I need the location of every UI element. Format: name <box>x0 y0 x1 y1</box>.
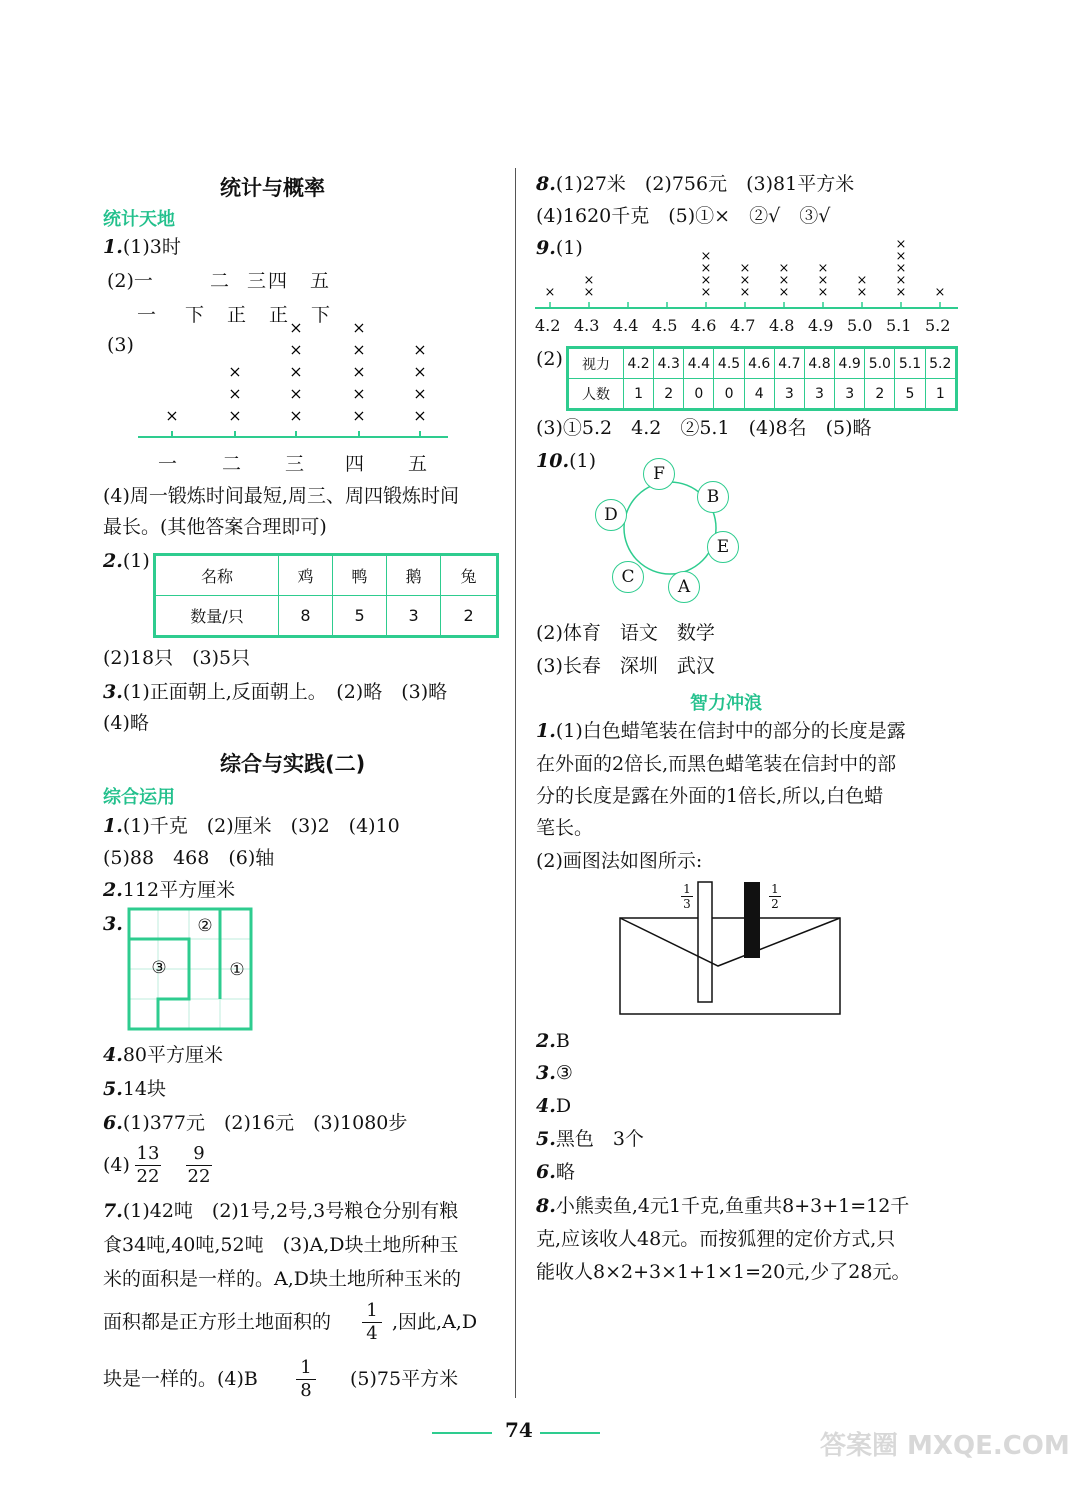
vision-x-mark: × <box>895 273 907 288</box>
p2-q7-line5-pre: 块是一样的。(4)B <box>103 1368 258 1390</box>
r-p1-line1: 1.(1)白色蜡笔装在信封中的部分的长度是露 <box>536 720 906 742</box>
table-header: 4.3 <box>654 348 684 379</box>
vision-x-mark: × <box>700 249 712 264</box>
table-cell: 8 <box>279 596 333 637</box>
vision-x-mark: × <box>895 261 907 276</box>
vision-x-mark: × <box>895 249 907 264</box>
seat-circle: F <box>643 458 675 490</box>
vision-x-mark: × <box>856 285 868 300</box>
vision-x-mark: × <box>778 285 790 300</box>
axis-label-1: 一 <box>158 453 178 475</box>
vision-axis-label: 4.9 <box>808 316 834 335</box>
vision-x-mark: × <box>895 285 907 300</box>
fraction-13-22: 13 22 <box>136 1143 160 1187</box>
table-header: 5.0 <box>865 348 895 379</box>
table-cell: 0 <box>684 379 714 410</box>
p2-q6-part4-label: (4) <box>103 1154 130 1176</box>
grid-label-1: ① <box>229 960 245 980</box>
table-cell: 3 <box>804 379 834 410</box>
plot-x-mark: × <box>289 362 303 381</box>
fraction-1-8: 1 8 <box>296 1359 316 1400</box>
page-number: 74 <box>505 1418 533 1442</box>
section-title-statistics: 统计与概率 <box>220 176 325 200</box>
table-header: 兔 <box>441 555 498 596</box>
fraction-1-2: 1 2 <box>769 883 781 910</box>
q1-tally-2: 下 <box>185 304 205 326</box>
vision-axis-label: 5.0 <box>847 316 873 335</box>
q1-tally-5: 下 <box>311 304 331 326</box>
r-q10-label: 10.(1) <box>536 450 596 472</box>
fraction-9-22: 9 22 <box>187 1143 211 1187</box>
table-header: 名称 <box>155 555 279 596</box>
plot-x-mark: × <box>289 384 303 403</box>
plot-x-mark: × <box>289 318 303 337</box>
vision-x-mark: × <box>817 261 829 276</box>
plot-x-mark: × <box>413 340 427 359</box>
table-cell: 3 <box>774 379 804 410</box>
plot-x-mark: × <box>413 406 427 425</box>
vision-x-mark: × <box>700 273 712 288</box>
r-p1-line5: (2)画图法如图所示: <box>536 850 703 872</box>
r-p6: 6.略 <box>536 1161 575 1183</box>
vision-x-mark: × <box>856 273 868 288</box>
seat-circle: E <box>707 531 739 563</box>
r-p3: 3.③ <box>536 1062 573 1084</box>
vision-x-mark: × <box>739 273 751 288</box>
table-header: 4.2 <box>624 348 654 379</box>
subsection-practice: 综合运用 <box>103 787 175 808</box>
q2-label: 2.(1) <box>103 550 150 572</box>
axis-label-2: 二 <box>222 453 242 475</box>
plot-x-mark: × <box>228 384 242 403</box>
vision-axis-label: 4.2 <box>535 316 561 335</box>
plot-x-mark: × <box>413 384 427 403</box>
table-header: 4.4 <box>684 348 714 379</box>
plot-x-mark: × <box>413 362 427 381</box>
plot-x-mark: × <box>352 340 366 359</box>
vision-x-mark: × <box>934 285 946 300</box>
r-q9-label: 9.(1) <box>536 237 583 259</box>
table-cell: 2 <box>654 379 684 410</box>
vision-x-mark: × <box>778 273 790 288</box>
footer-ornament-right <box>540 1432 600 1434</box>
table-header: 5.2 <box>925 348 956 379</box>
white-crayon <box>698 882 712 1002</box>
plot-x-mark: × <box>352 318 366 337</box>
vision-x-mark: × <box>778 261 790 276</box>
fraction-1-4: 1 4 <box>362 1302 382 1343</box>
table-cell: 人数 <box>568 379 624 410</box>
envelope-figure <box>618 878 844 1018</box>
q1-day-2: 二 <box>210 270 230 292</box>
q1-part3-label: (3) <box>107 334 134 356</box>
table-header: 4.5 <box>714 348 744 379</box>
r-p4: 4.D <box>536 1095 572 1117</box>
grid-label-3: ③ <box>151 958 167 978</box>
p2-q7-line2: 食34吨,40吨,52吨 (3)A,D块土地所种玉 <box>103 1234 459 1256</box>
r-p8-line1: 8.小熊卖鱼,4元1千克,鱼重共8+3+1=12千 <box>536 1195 910 1217</box>
vision-axis-label: 4.5 <box>652 316 678 335</box>
q1-tally-1: 一 <box>137 304 157 326</box>
plot-x-mark: × <box>352 384 366 403</box>
r-p8-line2: 克,应该收人48元。而按狐狸的定价方式,只 <box>536 1228 896 1250</box>
p2-q5: 5.14块 <box>103 1078 167 1100</box>
fraction-1-3: 1 3 <box>681 883 693 910</box>
q3-line1: 3.(1)正面朝上,反面朝上。 (2)略 (3)略 <box>103 681 448 703</box>
vision-x-mark: × <box>817 273 829 288</box>
table-header: 4.6 <box>744 348 774 379</box>
q1-part4-line1: (4)周一锻炼时间最短,周三、周四锻炼时间 <box>103 485 459 507</box>
p2-q7-line1: 7.(1)42吨 (2)1号,2号,3号粮仓分别有粮 <box>103 1200 459 1222</box>
plot-x-mark: × <box>165 406 179 425</box>
q1-day-1: (2)一 <box>107 270 153 292</box>
p2-q7-line3: 米的面积是一样的。A,D块土地所种玉米的 <box>103 1268 461 1290</box>
table-header: 5.1 <box>895 348 925 379</box>
p2-q7-line4-pre: 面积都是正方形土地面积的 <box>103 1311 332 1333</box>
seat-circle: C <box>612 561 644 593</box>
r-p8-line3: 能收人8×2+3×1+1×1=20元,少了28元。 <box>536 1261 911 1283</box>
section-title-practice: 综合与实践(二) <box>220 752 366 776</box>
table-cell: 3 <box>387 596 441 637</box>
vision-x-mark: × <box>700 261 712 276</box>
plot-x-mark: × <box>228 406 242 425</box>
p2-q7-line4-post: ,因此,A,D <box>392 1311 478 1333</box>
plot-x-mark: × <box>289 406 303 425</box>
vision-x-mark: × <box>739 285 751 300</box>
q3-line2: (4)略 <box>103 712 149 734</box>
vision-x-mark: × <box>700 285 712 300</box>
r-p5: 5.黑色 3个 <box>536 1128 644 1150</box>
p2-q3-label: 3. <box>103 913 123 935</box>
vision-axis-label: 4.4 <box>613 316 639 335</box>
seat-circle: D <box>595 499 627 531</box>
seat-circle: A <box>668 571 700 603</box>
table-cell: 3 <box>835 379 865 410</box>
table-cell: 5 <box>333 596 387 637</box>
r-q8-line1: 8.(1)27米 (2)756元 (3)81平方米 <box>536 173 855 195</box>
vision-axis-label: 5.1 <box>886 316 912 335</box>
vision-x-mark: × <box>895 237 907 252</box>
vision-axis-label: 4.8 <box>769 316 795 335</box>
table-cell: 5 <box>895 379 925 410</box>
animal-count-table <box>153 553 499 638</box>
seat-circle: B <box>697 481 729 513</box>
vision-axis-label: 5.2 <box>925 316 951 335</box>
axis-label-5: 五 <box>408 453 428 475</box>
column-divider <box>515 168 516 1398</box>
r-q10-part3: (3)长春 深圳 武汉 <box>536 655 715 677</box>
vision-table <box>566 346 958 411</box>
p2-q1-line2: (5)88 468 (6)轴 <box>103 847 275 869</box>
vision-x-mark: × <box>583 273 595 288</box>
plot-marks <box>165 318 426 437</box>
table-header: 4.7 <box>774 348 804 379</box>
table-header: 鹅 <box>387 555 441 596</box>
r-q9-part2-label: (2) <box>536 348 563 370</box>
q1-day-4: 四 <box>268 270 288 292</box>
r-q10-part2: (2)体育 语文 数学 <box>536 622 715 644</box>
table-header: 4.8 <box>804 348 834 379</box>
r-q9-part3: (3)①5.2 4.2 ②5.1 (4)8名 (5)略 <box>536 417 872 439</box>
vision-x-mark: × <box>739 261 751 276</box>
table-cell: 2 <box>441 596 498 637</box>
grid-label-2: ② <box>197 916 213 936</box>
r-p1-line3: 分的长度是露在外面的1倍长,所以,白色蜡 <box>536 785 884 807</box>
plot-x-mark: × <box>228 362 242 381</box>
vision-x-mark: × <box>544 285 556 300</box>
r-q8-line2: (4)1620千克 (5)①× ②√ ③√ <box>536 205 831 227</box>
table-header: 鸡 <box>279 555 333 596</box>
subsection-brain: 智力冲浪 <box>690 693 762 714</box>
watermark: 答案圈 MXQE.COM <box>820 1431 1070 1461</box>
table-cell: 0 <box>714 379 744 410</box>
vision-axis-label: 4.7 <box>730 316 756 335</box>
plot-x-mark: × <box>352 362 366 381</box>
axis-label-4: 四 <box>345 453 365 475</box>
q1-day-5: 五 <box>310 270 330 292</box>
vision-marks <box>545 237 946 308</box>
table-header: 视力 <box>568 348 624 379</box>
table-header: 鸭 <box>333 555 387 596</box>
vision-axis-label: 4.6 <box>691 316 717 335</box>
footer-ornament-left <box>432 1432 492 1434</box>
vision-axis-label: 4.3 <box>574 316 600 335</box>
r-p1-line4: 笔长。 <box>536 817 594 839</box>
q1-part4-line2: 最长。(其他答案合理即可) <box>103 516 327 538</box>
plot-x-mark: × <box>352 406 366 425</box>
table-cell: 数量/只 <box>155 596 279 637</box>
table-cell: 1 <box>624 379 654 410</box>
q2-part2: (2)18只 (3)5只 <box>103 647 251 669</box>
vision-x-mark: × <box>817 285 829 300</box>
p2-q1-line1: 1.(1)千克 (2)厘米 (3)2 (4)10 <box>103 815 400 837</box>
r-p2: 2.B <box>536 1030 570 1052</box>
r-p1-line2: 在外面的2倍长,而黑色蜡笔装在信封中的部 <box>536 753 897 775</box>
p2-q4: 4.80平方厘米 <box>103 1044 224 1066</box>
plot-x-mark: × <box>289 340 303 359</box>
grid-figure <box>127 907 253 1031</box>
axis-label-3: 三 <box>285 453 305 475</box>
table-header: 4.9 <box>835 348 865 379</box>
subsection-statistics: 统计天地 <box>103 209 175 230</box>
q1-tally-3: 正 <box>227 304 247 326</box>
q1-day-3: 三 <box>247 270 267 292</box>
p2-q2: 2.112平方厘米 <box>103 879 236 901</box>
vision-x-mark: × <box>583 285 595 300</box>
p2-q6-line1: 6.(1)377元 (2)16元 (3)1080步 <box>103 1112 408 1134</box>
q1-tally-4: 正 <box>269 304 289 326</box>
table-cell: 2 <box>865 379 895 410</box>
q1-part1: 1.(1)3时 <box>103 236 181 258</box>
black-crayon <box>744 882 760 958</box>
p2-q7-line5-post: (5)75平方米 <box>350 1368 459 1390</box>
table-cell: 4 <box>744 379 774 410</box>
table-cell: 1 <box>925 379 956 410</box>
